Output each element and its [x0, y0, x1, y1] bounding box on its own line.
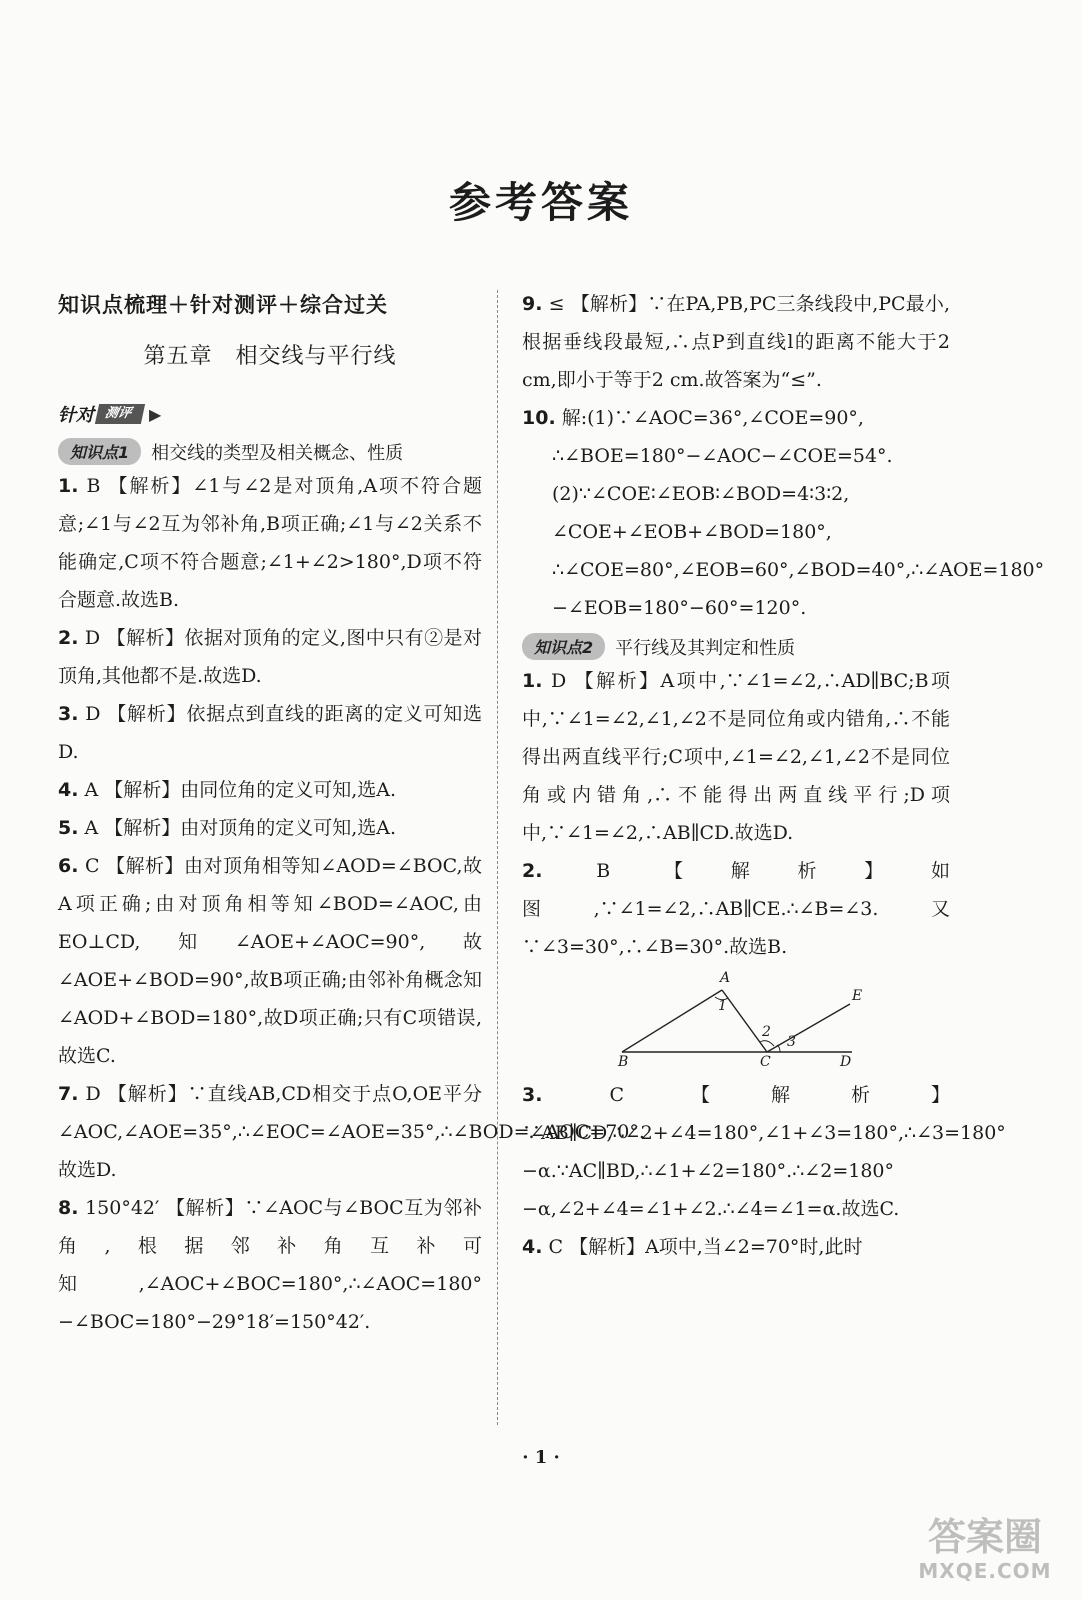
answer-item	[522, 1076, 1006, 1228]
item-text: C 【解析】A项中,当∠2=70°时,此时	[542, 1236, 863, 1258]
answer-item	[58, 1075, 645, 1189]
line-ac	[722, 990, 767, 1052]
test-banner-right: 测评	[95, 404, 145, 424]
item-number: 1.	[522, 670, 543, 692]
label-3: 3	[787, 1034, 796, 1050]
item-text: D 【解析】A项中,∵∠1=∠2,∴AD∥BC;B项中,∵∠1=∠2,∠1,∠2不是同位角或内错角,∴不能得出两直线平行;C项中,∠1=∠2,∠1,∠2不是同位角或内错角,∴不能得出两直线平行;D项中,∵∠1=∠2,∴AB∥CD.故选D.	[522, 670, 950, 844]
item-text: D 【解析】依据对顶角的定义,图中只有②是对顶角,其他都不是.故选D.	[58, 627, 482, 687]
test-banner	[58, 398, 482, 430]
label-b: B	[618, 1054, 629, 1070]
watermark-logo	[900, 1515, 1070, 1590]
answer-line: ∠COE+∠EOB+∠BOD=180°,	[552, 521, 832, 543]
item-number: 4.	[522, 1236, 543, 1258]
answer-line: ∴∠COE=80°,∠EOB=60°,∠BOD=40°,∴∠AOE=180°−∠EOB=180°−60°=120°.	[552, 559, 1045, 619]
answer-item	[522, 399, 950, 437]
answer-line: ∴∠BOE=180°−∠AOC−∠COE=54°.	[552, 445, 893, 467]
item-text: A 【解析】由对顶角的定义可知,选A.	[78, 817, 397, 839]
item-number: 2.	[522, 860, 543, 882]
item-text: B 【解析】∠1与∠2是对顶角,A项不符合题意;∠1与∠2互为邻补角,B项正确;∠1与∠2关系不能确定,C项不符合题意;∠1+∠2>180°,D项不符合题意.故选B.	[58, 475, 482, 611]
knowledge-point-title: 平行线及其判定和性质	[615, 637, 796, 659]
item-text: 解:(1)∵∠AOC=36°,∠COE=90°,	[555, 407, 864, 429]
page-number: · 1 ·	[522, 1447, 560, 1468]
label-1: 1	[718, 998, 727, 1014]
right-column	[522, 285, 1045, 1266]
answer-item	[58, 467, 482, 619]
section-heading: 知识点梳理＋针对测评＋综合过关	[58, 293, 388, 317]
knowledge-point-1	[58, 438, 482, 465]
answer-item	[58, 847, 482, 1075]
geometry-figure-svg	[522, 970, 950, 1070]
item-number: 10.	[522, 407, 556, 429]
answer-item	[58, 809, 482, 847]
geometry-figure	[522, 970, 950, 1070]
answer-item	[522, 662, 950, 852]
answer-item	[58, 771, 482, 809]
page-title: 参考答案	[448, 178, 633, 227]
item-number: 3.	[58, 703, 79, 725]
knowledge-point-tag: 知识点1	[58, 438, 141, 465]
answer-item	[58, 1189, 482, 1341]
item-text: 150°42′ 【解析】∵∠AOC与∠BOC互为邻补角,根据邻补角互补可知,∠AOC+∠BOC=180°,∴∠AOC=180°−∠BOC=180°−29°18′=150°42′.	[58, 1197, 482, 1333]
label-d: D	[840, 1054, 852, 1070]
label-2: 2	[762, 1024, 771, 1040]
answer-line: (2)∵∠COE∶∠EOB∶∠BOD=4∶3∶2,	[552, 483, 850, 505]
answer-item	[58, 619, 482, 695]
watermark-text: 答案圈	[927, 1515, 1042, 1559]
knowledge-point-title: 相交线的类型及相关概念、性质	[151, 442, 404, 464]
knowledge-point-tag: 知识点2	[522, 633, 605, 660]
line-ce	[767, 1004, 850, 1052]
answer-item	[522, 1228, 950, 1266]
item-text: ≤ 【解析】∵在PA,PB,PC三条线段中,PC最小,根据垂线段最短,∴点P到直线l的距离不能大于2 cm,即小于等于2 cm.故答案为“≤”.	[522, 293, 950, 391]
item-number: 1.	[58, 475, 79, 497]
answer-item	[522, 852, 950, 966]
item-number: 5.	[58, 817, 79, 839]
answer-item	[58, 695, 482, 771]
knowledge-point-2	[522, 633, 950, 660]
line-ab	[622, 990, 722, 1052]
label-c: C	[760, 1054, 771, 1070]
chevron-right-icon: ▶	[149, 404, 162, 424]
answer-item	[522, 285, 950, 399]
item-text: D 【解析】∵直线AB,CD相交于点O,OE平分∠AOC,∠AOE=35°,∴∠EOC=∠AOE=35°,∴∠BOD=∠AOC=70°.故选D.	[58, 1083, 645, 1181]
item-number: 6.	[58, 855, 79, 877]
item-text: B 【解析】如图,∵∠1=∠2,∴AB∥CE.∴∠B=∠3.又∵∠3=30°,∴∠B=30°.故选B.	[522, 860, 950, 958]
chapter-title: 第五章 相交线与平行线	[143, 344, 397, 369]
item-text: A 【解析】由同位角的定义可知,选A.	[78, 779, 397, 801]
item-number: 2.	[58, 627, 79, 649]
test-banner-left: 针对	[58, 405, 94, 426]
item-text: C 【解析】由对顶角相等知∠AOD=∠BOC,故A项正确;由对顶角相等知∠BOD=∠AOC,由EO⊥CD,知∠AOE+∠AOC=90°,故∠AOE+∠BOD=90°,故B项正确;由邻补角概念知∠AOD+∠BOD=180°,故D项正确;只有C项错误,故选C.	[58, 855, 482, 1067]
item-number: 3.	[522, 1084, 543, 1106]
label-e: E	[852, 988, 863, 1004]
label-a: A	[720, 970, 731, 986]
item-number: 9.	[522, 293, 543, 315]
item-number: 4.	[58, 779, 79, 801]
item-text: D 【解析】依据点到直线的距离的定义可知选D.	[58, 703, 482, 763]
watermark-url: MXQE.COM	[918, 1559, 1052, 1583]
item-number: 8.	[58, 1197, 79, 1219]
item-number: 7.	[58, 1083, 79, 1105]
item-text: C 【解析】∵AB∥CD,∴∠2+∠4=180°,∠1+∠3=180°,∴∠3=180°−α.∵AC∥BD,∴∠1+∠2=180°.∴∠2=180°−α,∠2+∠4=∠1+∠2.∴∠4=∠1=α.故选C.	[522, 1084, 1006, 1220]
column-divider	[497, 290, 498, 1425]
